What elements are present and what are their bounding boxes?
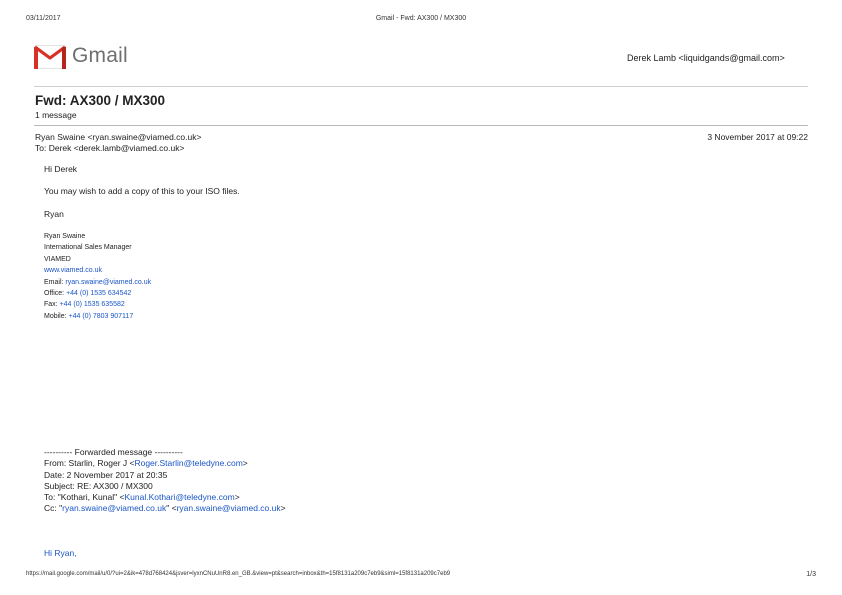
subject-divider: [34, 125, 808, 126]
signature-office-link[interactable]: +44 (0) 1535 634542: [66, 290, 132, 298]
gmail-logo[interactable]: [34, 44, 128, 74]
forwarded-to-email-link[interactable]: Kunal.Kothari@teledyne.com: [124, 492, 235, 503]
message-body: You may wish to add a copy of this to your ISO files.: [44, 186, 240, 196]
message-greeting: Hi Derek: [44, 164, 78, 174]
print-page-number: 1/3: [806, 571, 816, 578]
signature-name: Ryan Swaine: [44, 233, 86, 240]
gmail-envelope-icon: [34, 45, 66, 69]
forwarded-from-email-link[interactable]: Roger.Starlin@teledyne.com: [134, 458, 243, 469]
signature-email-link[interactable]: ryan.swaine@viamed.co.uk: [65, 278, 152, 286]
message-date: 3 November 2017 at 09:22: [707, 132, 808, 142]
header-divider: [34, 86, 808, 87]
forwarded-from: From: Starlin, Roger J <Roger.Starlin@teledyne.com>: [44, 458, 248, 469]
message-signoff: Ryan: [44, 209, 64, 219]
signature-office-label: Office:: [44, 290, 65, 298]
forwarded-date: Date: 2 November 2017 at 20:35: [44, 469, 168, 480]
signature: [44, 231, 151, 322]
forwarded-cc: Cc: "ryan.swaine@viamed.co.uk" <ryan.swaine@viamed.co.uk>: [44, 503, 286, 514]
forwarded-greeting: Hi Ryan,: [44, 548, 77, 558]
forwarded-message: [44, 447, 286, 515]
print-title: Gmail - Fwd: AX300 / MX300: [375, 15, 467, 22]
forwarded-to: To: "Kothari, Kunal" <Kunal.Kothari@teledyne.com>: [44, 492, 240, 503]
forwarded-subject: Subject: RE: AX300 / MX300: [44, 480, 153, 491]
signature-mobile-link[interactable]: +44 (0) 7803 907117: [68, 312, 134, 320]
signature-website-link[interactable]: www.viamed.co.uk: [44, 267, 102, 275]
thread-subject: Fwd: AX300 / MX300: [35, 93, 166, 108]
message-to: To: Derek <derek.lamb@viamed.co.uk>: [35, 143, 185, 153]
print-date: 03/11/2017: [26, 15, 61, 22]
signature-mobile-label: Mobile:: [44, 312, 67, 320]
message-from: Ryan Swaine <ryan.swaine@viamed.co.uk>: [35, 132, 202, 142]
forwarded-cc-email-link[interactable]: ryan.swaine@viamed.co.uk: [176, 503, 281, 514]
print-url: https://mail.google.com/mail/u/0/?ui=2&ik=478d768424&jsver=lyxnCNuUnR8.en_GB.&view=pt&search=inbox&th=15f8131a209c7eb9&siml=15f8131a209c7eb9: [26, 571, 451, 577]
gmail-wordmark: Gmail: [72, 44, 128, 67]
signature-role: International Sales Manager: [44, 244, 132, 252]
account-identity: Derek Lamb <liquidgands@gmail.com>: [627, 53, 785, 63]
signature-email-label: Email:: [44, 278, 64, 286]
signature-fax-label: Fax:: [44, 301, 58, 309]
signature-fax-link[interactable]: +44 (0) 1535 635582: [59, 301, 125, 309]
message-count: 1 message: [35, 110, 77, 120]
signature-company: VIAMED: [44, 255, 71, 263]
forwarded-header: ---------- Forwarded message ----------: [44, 447, 183, 457]
forwarded-cc-name-link[interactable]: ryan.swaine@viamed.co.uk: [62, 503, 167, 514]
